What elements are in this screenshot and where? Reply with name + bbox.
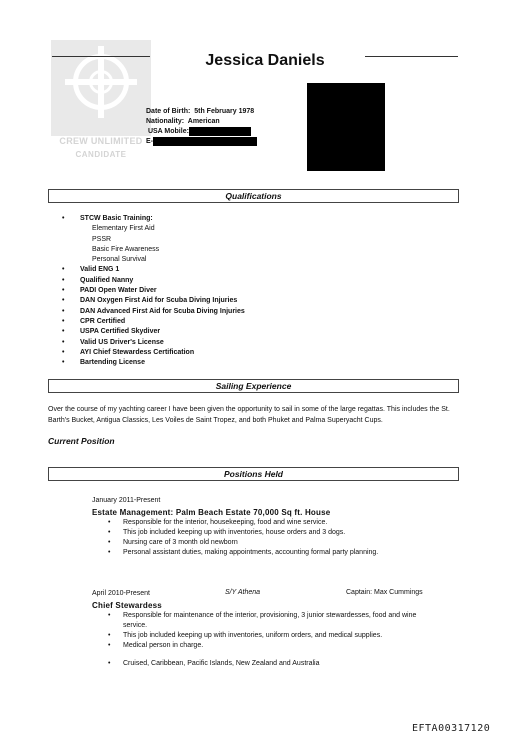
- job-title: Estate Management: Palm Beach Estate 70,000 Sq ft. House: [92, 508, 331, 517]
- qualification-subitem: Elementary First Aid: [92, 225, 155, 233]
- job-captain: Captain: Max Cummings: [346, 589, 423, 596]
- qualification-item: • STCW Basic Training:: [62, 214, 245, 224]
- dob-label: Date of Birth:: [146, 108, 191, 115]
- personal-details: [146, 107, 257, 147]
- dob-row: [146, 107, 257, 117]
- nationality-row: [146, 117, 257, 127]
- qualification-item: • Valid US Driver's License: [62, 338, 245, 348]
- job-vessel: S/Y Athena: [225, 589, 261, 596]
- redacted-photo: [307, 83, 385, 171]
- redaction-box: [153, 137, 257, 146]
- job-bullet: • This job included keeping up with inventories, uniform orders, and medical supplies.: [92, 631, 432, 641]
- mobile-row: [146, 127, 257, 137]
- job-bullet: • Cruised, Caribbean, Pacific Islands, New Zealand and Australia: [92, 659, 432, 669]
- email-row: [146, 137, 257, 147]
- job-title: Chief Stewardess: [92, 601, 162, 610]
- job-date: January 2011-Present: [92, 497, 161, 504]
- header-rule-right: [365, 56, 458, 57]
- qualification-item: • Bartending License: [62, 358, 245, 368]
- nationality-label: Nationality:: [146, 118, 185, 125]
- nationality-value: American: [187, 118, 220, 125]
- qualifications-heading: Qualifications: [48, 189, 459, 203]
- qualification-item: • USPA Certified Skydiver: [62, 327, 245, 337]
- qualification-item: • PADI Open Water Diver: [62, 286, 245, 296]
- job-entry: [92, 496, 432, 558]
- email-label: E-: [146, 138, 153, 145]
- logo-subtitle-text: CANDIDATE: [75, 150, 127, 159]
- job-date: April 2010-Present: [92, 590, 150, 597]
- qualification-item: • DAN Oxygen First Aid for Scuba Diving Injuries: [62, 296, 245, 306]
- dob-value: 5th February 1978: [194, 108, 255, 115]
- job-entry: [92, 589, 432, 669]
- job-bullet: • This job included keeping up with inventories, house orders and 3 dogs.: [92, 528, 432, 538]
- qualification-subitem: PSSR: [92, 235, 112, 243]
- job-bullet: • Medical person in charge.: [92, 641, 432, 651]
- qualification-item: • Qualified Nanny: [62, 276, 245, 286]
- candidate-name: Jessica Daniels: [205, 52, 325, 69]
- qualification-subitem: Personal Survival: [92, 256, 147, 264]
- sailing-experience-text: Over the course of my yachting career I have been given the opportunity to sail in some of the large regattas. This includes the St. Barth's Bucket, Antigua Classics, Les Voiles de Saint Tropez, and both Phuket and Palma Superyacht Cups.: [48, 406, 450, 424]
- positions-held-heading: Positions Held: [48, 467, 459, 481]
- qualification-item: • AYI Chief Stewardess Certification: [62, 348, 245, 358]
- job-bullet: • Responsible for the interior, housekeeping, food and wine service.: [92, 518, 432, 528]
- job-bullet: • Responsible for maintenance of the interior, provisioning, 3 junior stewardesses, food and wine service.: [92, 611, 432, 631]
- mobile-label: USA Mobile:: [147, 128, 189, 135]
- crew-unlimited-logo: [51, 40, 151, 166]
- job-bullet: • Personal assistant duties, making appointments, accounting formal party planning.: [92, 548, 432, 558]
- qualification-item: • Valid ENG 1: [62, 265, 245, 275]
- sailing-experience-heading: Sailing Experience: [48, 379, 459, 393]
- qualification-subitem: Basic Fire Awareness: [92, 245, 160, 253]
- job-bullet: • Nursing care of 3 month old newborn: [92, 538, 432, 548]
- document-id: EFTA00317120: [412, 723, 491, 734]
- header-rule-left: [52, 56, 150, 57]
- logo-brand-text: CREW UNLIMITED: [59, 136, 143, 146]
- qualification-item: • CPR Certified: [62, 317, 245, 327]
- redaction-box: [189, 127, 251, 136]
- qualifications-list: [62, 214, 245, 368]
- current-position-heading: Current Position: [48, 436, 115, 446]
- ship-wheel-hub: [89, 70, 113, 94]
- qualification-item: • DAN Advanced First Aid for Scuba Diving Injuries: [62, 307, 245, 317]
